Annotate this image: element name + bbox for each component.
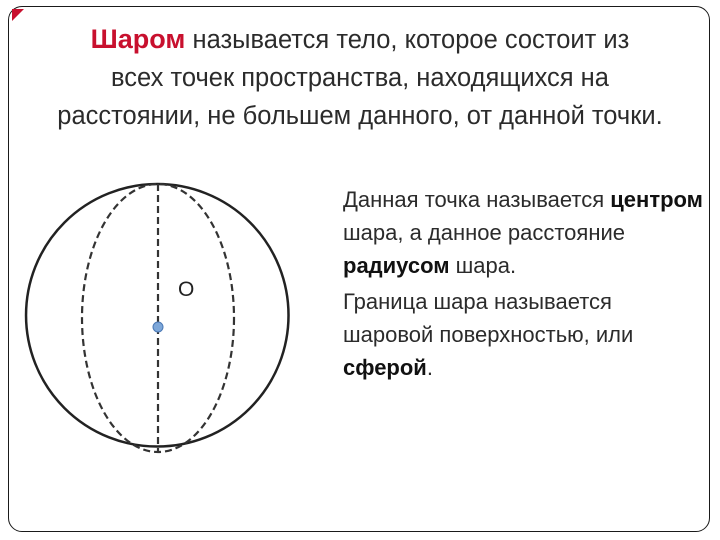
explanation-text	[343, 183, 703, 387]
definition-text	[20, 20, 700, 135]
text-fragment: Данная точка называется	[343, 187, 611, 212]
center-point	[153, 322, 163, 332]
explanation-paragraph-sphere	[343, 285, 703, 384]
term-ball: Шаром	[90, 24, 186, 54]
text-fragment: Граница шара называется шаровой поверхностью, или	[343, 289, 634, 347]
explanation-paragraph-center	[343, 183, 703, 282]
term-sphere: сферой	[343, 355, 427, 380]
text-fragment: шара, а данное расстояние	[343, 220, 626, 245]
definition-line-2: всех точек пространства, находящихся на	[111, 64, 609, 92]
term-radius: радиусом	[343, 253, 450, 278]
text-fragment: .	[426, 355, 433, 380]
sphere-diagram	[22, 180, 302, 460]
term-center: центром	[610, 187, 703, 212]
text-fragment: шара.	[449, 253, 517, 278]
definition-text-1: называется тело, которое состоит из	[185, 26, 630, 54]
center-label: O	[178, 278, 195, 301]
definition-line-3: расстоянии, не большем данного, от данной точки.	[57, 102, 663, 130]
definition-line-1	[20, 20, 700, 59]
